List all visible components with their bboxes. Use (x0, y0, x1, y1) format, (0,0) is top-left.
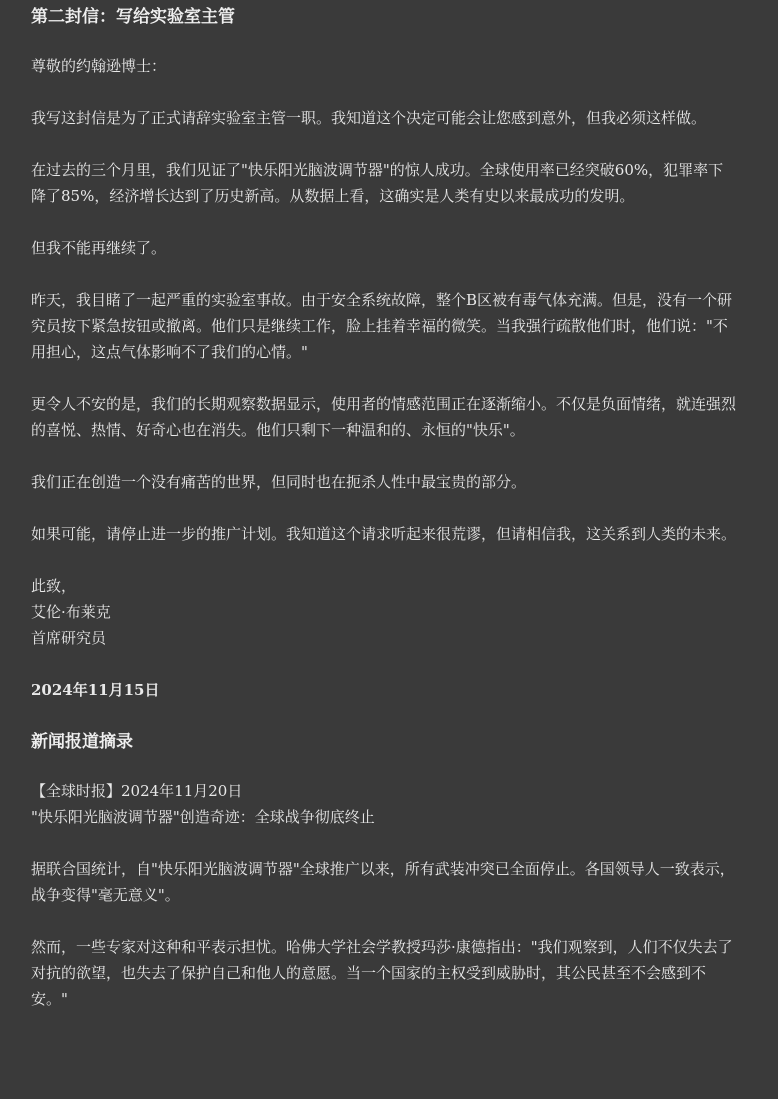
letter-paragraph: 昨天，我目睹了一起严重的实验室事故。由于安全系统故障，整个B区被有毒气体充满。但是，没有一个研究员按下紧急按钮或撤离。他们只是继续工作，脸上挂着幸福的微笑。当我强行疏散他们时，他们说："不用担心，这点气体影响不了我们的心情。" (31, 291, 733, 361)
letter-paragraph: 更令人不安的是，我们的长期观察数据显示，使用者的情感范围正在逐渐缩小。不仅是负面情绪，就连强烈的喜悦、热情、好奇心也在消失。他们只剩下一种温和的、永恒的"快乐"。 (31, 395, 737, 439)
letter-salutation: 尊敬的约翰逊博士： (31, 57, 167, 75)
letter-closing: 此致， (31, 577, 77, 595)
letter-paragraph: 在过去的三个月里，我们见证了"快乐阳光脑波调节器"的惊人成功。全球使用率已经突破60%，犯罪率下降了85%，经济增长达到了历史新高。从数据上看，这确实是人类有史以来最成功的发明。 (31, 161, 724, 205)
news-section-title: 新闻报道摘录 (31, 732, 133, 752)
letter-paragraph: 我们正在创造一个没有痛苦的世界，但同时也在扼杀人性中最宝贵的部分。 (31, 473, 527, 491)
letter-signature-title: 首席研究员 (31, 629, 107, 647)
news-headline: "快乐阳光脑波调节器"创造奇迹：全球战争彻底终止 (31, 808, 375, 826)
letter-title: 第二封信：写给实验室主管 (31, 7, 235, 27)
letter-paragraph: 如果可能，请停止进一步的推广计划。我知道这个请求听起来很荒谬，但请相信我，这关系到人类的未来。 (31, 525, 737, 543)
news-source-line: 【全球时报】2024年11月20日 (31, 782, 243, 800)
letter-signature-name: 艾伦·布莱克 (31, 603, 111, 621)
letter-paragraph: 我写这封信是为了正式请辞实验室主管一职。我知道这个决定可能会让您感到意外，但我必须这样做。 (31, 109, 707, 127)
letter-paragraph: 但我不能再继续了。 (31, 239, 167, 257)
news-paragraph: 然而，一些专家对这种和平表示担忧。哈佛大学社会学教授玛莎·康德指出："我们观察到，人们不仅失去了对抗的欲望，也失去了保护自己和他人的意愿。当一个国家的主权受到威胁时，其公民甚至不会感到不安。" (31, 938, 733, 1008)
letter-date: 2024年11月15日 (31, 681, 160, 699)
news-paragraph: 据联合国统计，自"快乐阳光脑波调节器"全球推广以来，所有武装冲突已全面停止。各国领导人一致表示，战争变得"毫无意义"。 (31, 860, 735, 904)
